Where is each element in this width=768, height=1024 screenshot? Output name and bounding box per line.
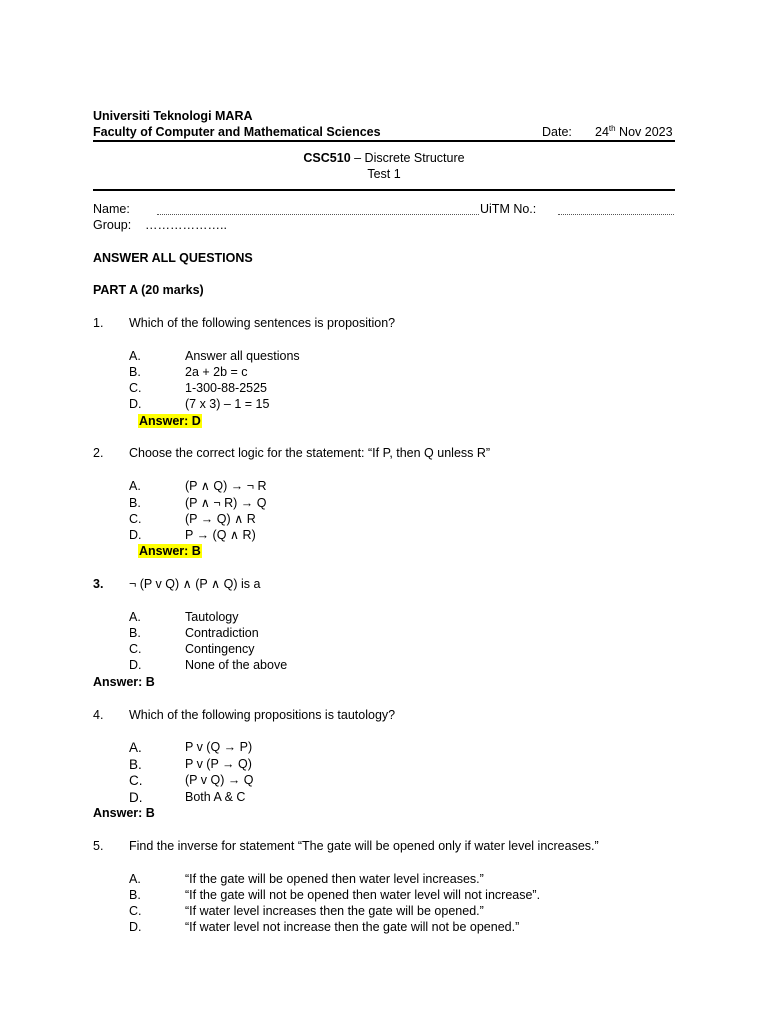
answer-text: Answer: B (93, 806, 155, 820)
option-letter: A. (129, 610, 141, 624)
group-field[interactable]: ……………….. (145, 218, 227, 232)
option-text: P → (Q ∧ R) (185, 528, 256, 542)
answer-highlight: Answer: B (139, 544, 201, 558)
uitm-label: UiTM No.: (480, 202, 537, 216)
option-text: “If water level not increase then the gate will not be opened.” (185, 920, 520, 934)
option-letter: B. (129, 757, 142, 772)
question-text: Which of the following sentences is proposition? (129, 316, 396, 330)
option-letter: C. (129, 512, 142, 526)
header-rule (93, 140, 675, 142)
option-text: None of the above (185, 658, 288, 672)
option-letter: D. (129, 397, 142, 411)
option-text: (7 x 3) – 1 = 15 (185, 397, 270, 411)
option-text: (P ∧ Q) → ¬ R (185, 479, 267, 493)
option-letter: C. (129, 904, 142, 918)
option-text: Both A & C (185, 790, 246, 804)
question-number: 5. (93, 839, 104, 853)
option-letter: A. (129, 872, 141, 886)
answer-text: Answer: B (93, 675, 155, 689)
option-letter: D. (129, 920, 142, 934)
option-text: (P ∧ ¬ R) → Q (185, 496, 267, 510)
course-title: CSC510 – Discrete Structure (303, 151, 465, 165)
option-letter: D. (129, 790, 143, 805)
title-rule (93, 189, 675, 191)
option-text: 2a + 2b = c (185, 365, 248, 379)
option-letter: D. (129, 528, 142, 542)
option-text: 1-300-88-2525 (185, 381, 268, 395)
uitm-field[interactable] (558, 214, 674, 215)
option-text: (P v Q) → Q (185, 773, 254, 787)
date-label: Date: (542, 125, 572, 139)
option-letter: C. (129, 773, 143, 788)
test-title: Test 1 (367, 167, 401, 181)
date-value: 24th Nov 2023 (595, 123, 673, 139)
option-letter: B. (129, 496, 141, 510)
university-name: Universiti Teknologi MARA (93, 109, 253, 123)
option-text: “If water level increases then the gate will be opened.” (185, 904, 484, 918)
option-text: Answer all questions (185, 349, 300, 363)
option-text: Contingency (185, 642, 255, 656)
question-text: Choose the correct logic for the statement: “If P, then Q unless R” (129, 446, 491, 460)
question-text: ¬ (P v Q) ∧ (P ∧ Q) is a (129, 577, 261, 591)
option-text: “If the gate will not be opened then water level will not increase”. (185, 888, 541, 902)
instructions: ANSWER ALL QUESTIONS (93, 251, 253, 265)
option-text: Tautology (185, 610, 239, 624)
name-field[interactable] (157, 214, 479, 215)
option-letter: A. (129, 479, 141, 493)
option-text: Contradiction (185, 626, 259, 640)
question-text: Find the inverse for statement “The gate will be opened only if water level increases.” (129, 839, 599, 853)
option-letter: B. (129, 365, 141, 379)
option-text: (P → Q) ∧ R (185, 512, 256, 526)
option-letter: B. (129, 888, 141, 902)
question-number: 1. (93, 316, 104, 330)
faculty-name: Faculty of Computer and Mathematical Sciences (93, 125, 381, 139)
question-text: Which of the following propositions is tautology? (129, 708, 396, 722)
option-text: P v (Q → P) (185, 740, 253, 754)
option-letter: C. (129, 642, 142, 656)
group-label: Group: (93, 218, 132, 232)
answer-highlight: Answer: D (139, 414, 201, 428)
option-letter: D. (129, 658, 142, 672)
option-text: P v (P → Q) (185, 757, 252, 771)
option-text: “If the gate will be opened then water level increases.” (185, 872, 484, 886)
part-a-heading: PART A (20 marks) (93, 283, 204, 297)
name-label: Name: (93, 202, 130, 216)
option-letter: A. (129, 349, 141, 363)
question-number: 4. (93, 708, 104, 722)
option-letter: B. (129, 626, 141, 640)
option-letter: C. (129, 381, 142, 395)
question-number: 2. (93, 446, 104, 460)
option-letter: A. (129, 740, 142, 755)
question-number: 3. (93, 577, 104, 591)
